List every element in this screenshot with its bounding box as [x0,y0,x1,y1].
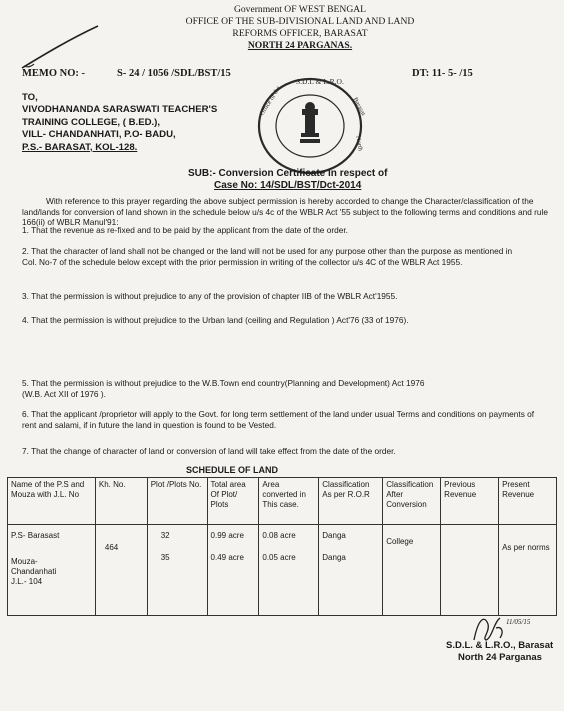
cell-plot-1: 32 [160,531,170,540]
col-header-classification-after: Classification After Conversion [383,478,441,525]
condition-1: 1. That the revenue as re-fixed and to be paid by the applicant from the date of the order. [22,225,348,235]
memo-number: S- 24 / 1056 /SDL/BST/15 [117,68,231,79]
cell-plot-2: 35 [160,553,170,562]
signature-block [446,640,553,664]
cell-total-area [207,525,259,616]
condition-5: 5. That the permission is without prejudice to the W.B.Town end country(Planning and Development) Act 1976 (W.B. Act XII of 1976 ). [22,378,425,399]
pen-stroke-mark [20,24,100,70]
cell-present-value: As per norms [502,543,550,552]
signature-district: North 24 Parganas [458,652,542,663]
col-header-plot-no: Plot /Plots No. [147,478,207,525]
col-header-area-converted: Area converted in This case. [259,478,319,525]
address-to: TO, [22,92,38,103]
memo-label: MEMO NO: - [22,68,85,79]
col-header-ps-mouza: Name of the P.S and Mouza with J.L. No [8,478,96,525]
body-intro: With reference to this prayer regarding the above subject permission is hereby accorded to change the Character/classification of the land/lands for conversion of land shown in the schedule below u/s 4c of the WBLR Act '55 subject to the following terms and conditions and rule 166(ii) of WBLR Manul'91: [22,196,548,227]
cell-plot-no [147,525,207,616]
cell-mouza: Mouza- Chandanhati [11,557,57,576]
cell-total-area-2: 0.49 acre [210,553,244,562]
svg-text:North: North [354,135,364,152]
subject-line-1: SUB:- Conversion Certificate in respect of [188,168,388,179]
cell-present-revenue [499,525,557,616]
header-district: NORTH 24 PARGANAS. [247,40,353,51]
cell-total-area-1: 0.99 acre [210,531,244,540]
schedule-header-row [8,478,557,525]
signature-date: 11/05/15 [506,618,531,626]
condition-4: 4. That the permission is without prejudice to the Urban land (ceiling and Regulation ) Act'76 (33 of 1976). [22,315,409,325]
col-header-present-revenue: Present Revenue [499,478,557,525]
cell-previous-revenue [441,525,499,616]
col-header-kh-no: Kh. No. [95,478,147,525]
col-header-previous-revenue: Previous Revenue [441,478,499,525]
address-line-3: VILL- CHANDANHATI, P.O- BADU, [22,129,176,141]
svg-text:Barasat: Barasat [351,96,367,117]
condition-3: 3. That the permission is without prejudice to any of the provision of chapter IIB of the WBLR Act'1955. [22,291,398,301]
cell-after-value: College [386,537,414,546]
col-header-classification-ror: Classification As per R.O.R [319,478,383,525]
condition-6: 6. That the applicant /proprietor will apply to the Govt. for long term settlement of the land under usual Terms and conditions on payments of rent and salami, if in future the land in question is found to be Vested. [22,409,535,430]
header-government: Government OF WEST BENGAL [233,4,367,15]
condition-7: 7. That the change of character of land or conversion of land will take effect from the date of the order. [22,446,396,456]
cell-ror-1: Danga [322,531,346,540]
address-block [22,92,217,154]
cell-converted-2: 0.05 acre [262,553,296,562]
condition-2: 2. That the character of land shall not be changed or the land will not be used for any purpose other than the purpose as mentioned in Col. No-7 of the schedule below except with the prior permission in writing of the collector u/s 4C of the WBLR Act 1955. [22,246,513,267]
cell-ps: P.S- Barasast [11,531,60,540]
official-seal-stamp [256,76,367,176]
schedule-title: SCHEDULE OF LAND [186,465,278,475]
signature-title: S.D.L. & L.R.O., Barasat [446,640,554,651]
cell-classification-ror [319,525,383,616]
memo-date: DT: 11- 5- /15 [412,68,473,79]
col-header-total-area: Total area Of Plot/ Plots [207,478,259,525]
subject-case-no: Case No: 14/SDL/BST/Dct-2014 [214,180,362,191]
svg-text:S.D.L & L.R.O.: S.D.L & L.R.O. [296,77,344,86]
cell-ps-mouza [8,525,96,616]
schedule-table [7,477,557,616]
address-line-2: TRAINING COLLEGE, ( B.ED.), [22,116,161,128]
address-line-1: VIVODHANANDA SARASWATI TEACHER'S [22,104,218,116]
cell-classification-after [383,525,441,616]
cell-ror-2: Danga [322,553,346,562]
address-line-4: P.S.- BARASAT, KOL-128. [22,141,138,153]
cell-area-converted [259,525,319,616]
header-office: OFFICE OF THE SUB-DIVISIONAL LAND AND LAND [185,16,415,27]
cell-converted-1: 0.08 acre [262,531,296,540]
cell-kh-no [95,525,147,616]
cell-kh-value: 464 [104,543,119,552]
header-reforms-officer: REFORMS OFFICER, BARASAT [232,28,368,39]
cell-jl-no: J.L.- 104 [11,577,43,586]
subject-block [188,168,387,192]
table-row [8,525,557,616]
svg-text:Office of the: Office of the [258,85,282,117]
